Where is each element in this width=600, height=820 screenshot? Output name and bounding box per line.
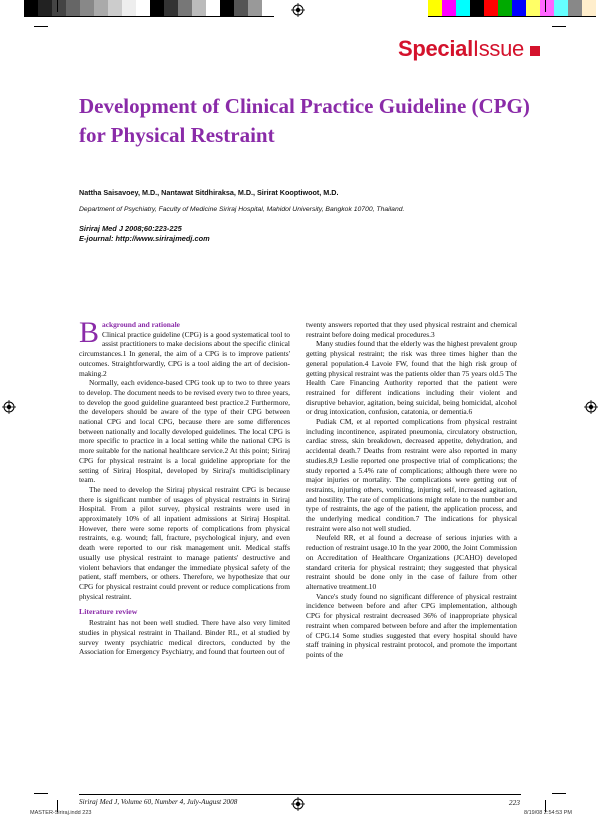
paragraph: Pudiak CM, et al reported complications from physical restraint including incontinence, aspirated pneumonia, circulatory obstruction, cardiac stress, skin breakdown, decreased appetite, dehydration, and accidental death.7 Deaths from restraint were also reported in many studies.8,9 Leslie reported one prospective trial of complications; the study reported a 5.4% rate of complications; although there were no major injuries or mortality. The complications were getting out of restraints, injuring others, vomiting, injuring self, increased agitation, and hostility. The rate of complications might relate to the number and type of restraints, the age of the patient, the application process, and the underlying medical condition.7 The indications for physical restraint were also not well studied. <box>306 417 517 533</box>
paragraph: Normally, each evidence-based CPG took up to two to three years to develop. The document needs to be revised every two to three years, to develop the good guideline guaranteed best practice.2 Furthermore, the developers should be aware of the type of their CPG between national CPG and local CPG, because there are some differences between nationally and locally developed guidelines. The local CPG is more specific to practice in a local setting while the national CPG is more suitable for the national healthcare service.2 At this point; Siriraj CPG for physical restraint is a local guideline appropriate for the setting of Siriraj Hospital, developed by Siriraj's multidisciplinary team. <box>79 378 290 485</box>
footer-rule <box>79 794 521 795</box>
citation-block <box>79 224 210 244</box>
issue-light: Issue <box>472 36 524 61</box>
right-column <box>306 320 517 660</box>
citation: Siriraj Med J 2008;60:223-225 <box>79 224 182 233</box>
paragraph: The need to develop the Siriraj physical restraint CPG is because there is significant number of usages of physical restraints in Siriraj Hospital. From a pilot survey, physical restraints were used in approximately 10% of all inpatient admissions at Siriraj Hospital. However, there were some reports of complications from physical restraints, e.g. wound; fall, fracture, psychological injury, and even death were reported to our risk management unit. Medical staffs usually use physical restraint to manage patients' destructive and violent behaviors that endanger the immediate physical safety of the patient, staff members, or others. Therefore, we hypothesize that our CPG for physical restraint could prevent or reduce complications from physical restraint. <box>79 484 290 601</box>
authors: Nattha Saisavoey, M.D., Nantawat Sitdhiraksa, M.D., Sirirat Kooptiwoot, M.D. <box>79 188 339 197</box>
crop-mark <box>545 0 546 12</box>
crop-mark <box>552 793 566 794</box>
paragraph: twenty answers reported that they used physical restraint and chemical restraint before doing medical procedures.3 <box>306 320 517 339</box>
affiliation: Department of Psychiatry, Faculty of Medicine Siriraj Hospital, Mahidol University, Bangkok 10700, Thailand. <box>79 206 405 213</box>
crop-mark <box>57 0 58 12</box>
paragraph: Restraint has not been well studied. There have also very limited studies in physical restraint in Thailand. Binder RL, et al studied by survey twenty psychiatric medical directors, conducted by the Association for Emergency Psychiatry, and found that fourteen out of <box>79 618 290 657</box>
slug-file: MASTER-Siriraj.indd 223 <box>30 810 92 816</box>
paragraph: Neufeld RR, et al found a decrease of serious injuries with a reduction of restraint usage.10 In the year 2000, the Joint Commission on Accreditation of Healthcare Organizations (JCAHO) developed standard criteria for physical restraint; they suggested that physical restraint should be done only in the case of failure from other alternative treatment.10 <box>306 533 517 591</box>
crop-mark <box>34 793 48 794</box>
paragraph: Vance's study found no significant difference of physical restraint incidence between before and after CPG implementation, although CPG for physical restraint decreased 36% of inappropriate physical restraint when compared between before and after the implementation of CPG.14 Some studies suggested that every hospital should have staff training in physical restraint protocol, and promote the important points of the <box>306 591 517 659</box>
paragraph: Clinical practice guideline (CPG) is a good systematical tool to assist practitioners to make decisions about the specific clinical circumstances.1 In general, the aim of a CPG is to improve patients' outcomes. Straightforwardly, CPG is a tool aiding the art of decision-making.2 <box>79 329 290 378</box>
left-column <box>79 316 290 657</box>
page-number: 223 <box>508 798 520 807</box>
background-paragraph <box>79 316 290 378</box>
footer-journal: Siriraj Med J, Volume 60, Number 4, July-August 2008 <box>79 798 238 806</box>
section-heading-literature: Literature review <box>79 607 138 617</box>
section-heading-background: ackground and rationale <box>102 320 180 329</box>
registration-mark-icon <box>584 400 598 414</box>
special-issue-square-icon <box>530 46 540 56</box>
slug-date: 8/19/08 2:54:53 PM <box>523 810 572 816</box>
crop-mark <box>552 26 566 27</box>
registration-mark-icon <box>291 3 305 17</box>
special-bold: Special <box>397 36 473 61</box>
special-issue-label <box>398 36 524 62</box>
registration-mark-icon <box>2 400 16 414</box>
registration-mark-icon <box>291 797 305 811</box>
grayscale-bar <box>24 0 274 17</box>
color-bar <box>428 0 596 17</box>
dropcap: B <box>79 316 100 349</box>
article-title: Development of Clinical Practice Guideline (CPG) for Physical Restraint <box>79 94 530 147</box>
paragraph: Many studies found that the elderly was the highest prevalent group getting physical restraint; the risk was three times higher than the general population.4 Lavoie FW, found that the high risk group of getting physical restraint was the patients older than 75 years old.5 The Health Care Financing Authority reported that the patient were restrained for different indications including their violent and disruptive behavior, agitation, being suicidal, being homicidal, alcohol or drug intoxication, confusion, catatonia, or dementia.6 <box>306 339 517 417</box>
ejournal-link[interactable]: E-journal: http://www.sirirajmedj.com <box>79 234 210 243</box>
crop-mark <box>34 26 48 27</box>
